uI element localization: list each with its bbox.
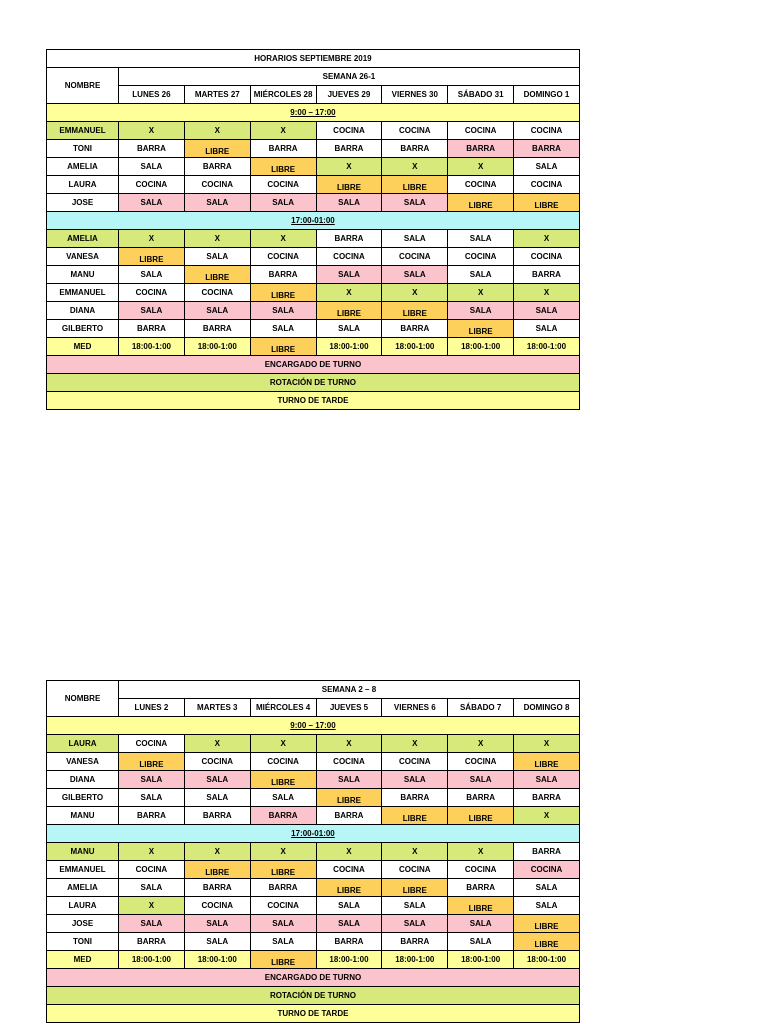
shift-cell: 18:00-1:00 — [119, 338, 185, 356]
shift-cell: COCINA — [316, 122, 382, 140]
shift-cell: BARRA — [316, 140, 382, 158]
shift-cell: X — [316, 284, 382, 302]
day-header: VIERNES 6 — [382, 699, 448, 717]
shift-cell: X — [316, 158, 382, 176]
employee-name: GILBERTO — [47, 320, 119, 338]
shift-cell: LIBRE — [514, 915, 580, 933]
shift-cell: COCINA — [316, 861, 382, 879]
shift-cell: X — [514, 284, 580, 302]
shift-cell: X — [448, 735, 514, 753]
morning-shift-header-row — [47, 717, 580, 735]
employee-name: DIANA — [47, 302, 119, 320]
shift-cell: BARRA — [119, 807, 185, 825]
shift-cell: SALA — [184, 933, 250, 951]
shift-cell: 18:00-1:00 — [448, 338, 514, 356]
shift-cell: X — [514, 735, 580, 753]
shift-cell: X — [119, 897, 185, 915]
shift-cell: SALA — [514, 897, 580, 915]
shift-cell: X — [119, 230, 185, 248]
shift-cell: X — [250, 230, 316, 248]
shift-cell: COCINA — [448, 248, 514, 266]
shift-cell: SALA — [316, 915, 382, 933]
employee-row — [47, 933, 580, 951]
legend-item: ENCARGADO DE TURNO — [47, 969, 580, 987]
legend-row — [47, 987, 580, 1005]
employee-row — [47, 735, 580, 753]
shift-cell: COCINA — [382, 861, 448, 879]
shift-cell: BARRA — [448, 879, 514, 897]
schedule-table — [46, 680, 580, 1023]
employee-row — [47, 807, 580, 825]
shift-cell: SALA — [448, 230, 514, 248]
shift-cell: BARRA — [184, 158, 250, 176]
shift-cell: X — [316, 843, 382, 861]
day-header: MARTES 27 — [184, 86, 250, 104]
shift-cell: COCINA — [250, 753, 316, 771]
employee-name: JOSE — [47, 915, 119, 933]
shift-cell: LIBRE — [514, 933, 580, 951]
shift-cell: X — [382, 284, 448, 302]
employee-row — [47, 302, 580, 320]
employee-name: EMMANUEL — [47, 284, 119, 302]
shift-cell: SALA — [119, 158, 185, 176]
employee-row — [47, 230, 580, 248]
shift-cell: LIBRE — [448, 897, 514, 915]
shift-cell: COCINA — [184, 176, 250, 194]
shift-cell: BARRA — [184, 807, 250, 825]
shift-cell: SALA — [184, 771, 250, 789]
shift-cell: SALA — [119, 266, 185, 284]
day-header: VIERNES 30 — [382, 86, 448, 104]
shift-cell: SALA — [382, 771, 448, 789]
shift-cell: BARRA — [184, 879, 250, 897]
employee-row — [47, 140, 580, 158]
shift-cell: SALA — [382, 230, 448, 248]
shift-cell: COCINA — [514, 861, 580, 879]
shift-cell: SALA — [250, 933, 316, 951]
employee-name: LAURA — [47, 735, 119, 753]
shift-cell: X — [184, 122, 250, 140]
shift-cell: BARRA — [382, 933, 448, 951]
shift-cell: SALA — [119, 302, 185, 320]
shift-cell: LIBRE — [382, 176, 448, 194]
shift-cell: BARRA — [250, 266, 316, 284]
shift-cell: BARRA — [382, 140, 448, 158]
shift-cell: SALA — [250, 302, 316, 320]
employee-name: LAURA — [47, 176, 119, 194]
shift-cell: LIBRE — [448, 807, 514, 825]
shift-cell: LIBRE — [316, 302, 382, 320]
morning-shift-header: 9:00 – 17:00 — [47, 104, 580, 122]
shift-cell: COCINA — [119, 284, 185, 302]
shift-cell: SALA — [184, 789, 250, 807]
shift-cell: SALA — [250, 915, 316, 933]
shift-cell: SALA — [382, 266, 448, 284]
employee-name: MED — [47, 951, 119, 969]
shift-cell: COCINA — [250, 176, 316, 194]
evening-shift-header: 17:00-01:00 — [47, 212, 580, 230]
legend-item: ENCARGADO DE TURNO — [47, 356, 580, 374]
employee-row — [47, 771, 580, 789]
week-header-row — [47, 68, 580, 86]
shift-cell: LIBRE — [250, 338, 316, 356]
shift-cell: SALA — [250, 320, 316, 338]
shift-cell: 18:00-1:00 — [119, 951, 185, 969]
shift-cell: LIBRE — [250, 861, 316, 879]
shift-cell: BARRA — [250, 140, 316, 158]
evening-shift-header-row — [47, 825, 580, 843]
shift-cell: X — [184, 735, 250, 753]
employee-row — [47, 248, 580, 266]
employee-name: VANESA — [47, 248, 119, 266]
shift-cell: SALA — [184, 915, 250, 933]
shift-cell: COCINA — [448, 176, 514, 194]
employee-row — [47, 789, 580, 807]
day-header: MIÉRCOLES 4 — [250, 699, 316, 717]
shift-cell: LIBRE — [184, 140, 250, 158]
shift-cell: COCINA — [448, 861, 514, 879]
employee-row — [47, 284, 580, 302]
shift-cell: SALA — [316, 897, 382, 915]
page-title: HORARIOS SEPTIEMBRE 2019 — [47, 50, 580, 68]
shift-cell: LIBRE — [250, 284, 316, 302]
shift-cell: LIBRE — [382, 302, 448, 320]
shift-cell: BARRA — [514, 266, 580, 284]
shift-cell: SALA — [448, 771, 514, 789]
shift-cell: BARRA — [316, 807, 382, 825]
day-header: SÁBADO 31 — [448, 86, 514, 104]
employee-row — [47, 915, 580, 933]
shift-cell: SALA — [316, 194, 382, 212]
shift-cell: COCINA — [316, 753, 382, 771]
shift-cell: COCINA — [514, 122, 580, 140]
employee-row — [47, 266, 580, 284]
shift-cell: 18:00-1:00 — [382, 951, 448, 969]
shift-cell: SALA — [382, 897, 448, 915]
employee-name: AMELIA — [47, 158, 119, 176]
shift-cell: X — [448, 284, 514, 302]
shift-cell: SALA — [119, 879, 185, 897]
shift-cell: BARRA — [316, 230, 382, 248]
shift-cell: X — [184, 843, 250, 861]
shift-cell: COCINA — [184, 753, 250, 771]
employee-name: EMMANUEL — [47, 861, 119, 879]
shift-cell: SALA — [514, 158, 580, 176]
employee-row — [47, 861, 580, 879]
shift-cell: BARRA — [448, 140, 514, 158]
shift-cell: LIBRE — [448, 320, 514, 338]
shift-cell: LIBRE — [250, 951, 316, 969]
shift-cell: COCINA — [514, 176, 580, 194]
shift-cell: X — [250, 122, 316, 140]
shift-cell: SALA — [382, 194, 448, 212]
shift-cell: SALA — [119, 194, 185, 212]
shift-cell: SALA — [448, 915, 514, 933]
shift-cell: X — [316, 735, 382, 753]
schedule-week-2 — [46, 680, 579, 1023]
shift-cell: LIBRE — [316, 176, 382, 194]
shift-cell: 18:00-1:00 — [316, 951, 382, 969]
shift-cell: SALA — [119, 771, 185, 789]
shift-cell: SALA — [184, 248, 250, 266]
evening-shift-header: 17:00-01:00 — [47, 825, 580, 843]
employee-row — [47, 176, 580, 194]
shift-cell: SALA — [184, 302, 250, 320]
shift-cell: X — [382, 843, 448, 861]
shift-cell: X — [119, 843, 185, 861]
shift-cell: COCINA — [119, 861, 185, 879]
employee-name: JOSE — [47, 194, 119, 212]
shift-cell: 18:00-1:00 — [184, 338, 250, 356]
shift-cell: X — [250, 735, 316, 753]
legend-row — [47, 356, 580, 374]
schedule-table — [46, 49, 580, 410]
shift-cell: COCINA — [119, 176, 185, 194]
shift-cell: BARRA — [382, 320, 448, 338]
shift-cell: LIBRE — [184, 266, 250, 284]
shift-cell: LIBRE — [184, 861, 250, 879]
shift-cell: SALA — [316, 266, 382, 284]
shift-cell: COCINA — [119, 735, 185, 753]
shift-cell: COCINA — [316, 248, 382, 266]
shift-cell: BARRA — [316, 933, 382, 951]
shift-cell: SALA — [119, 915, 185, 933]
shift-cell: COCINA — [382, 753, 448, 771]
day-header: JUEVES 29 — [316, 86, 382, 104]
shift-cell: COCINA — [250, 248, 316, 266]
schedule-week-1 — [46, 49, 579, 410]
day-header: LUNES 2 — [119, 699, 185, 717]
shift-cell: LIBRE — [316, 789, 382, 807]
nombre-header: NOMBRE — [47, 68, 119, 104]
week-label: SEMANA 26-1 — [119, 68, 580, 86]
day-header: DOMINGO 1 — [514, 86, 580, 104]
shift-cell: LIBRE — [119, 248, 185, 266]
shift-cell: LIBRE — [316, 879, 382, 897]
employee-row — [47, 320, 580, 338]
employee-row — [47, 843, 580, 861]
employee-name: EMMANUEL — [47, 122, 119, 140]
legend-item: TURNO DE TARDE — [47, 1005, 580, 1023]
nombre-header: NOMBRE — [47, 681, 119, 717]
shift-cell: X — [514, 230, 580, 248]
week-header-row — [47, 681, 580, 699]
day-header: LUNES 26 — [119, 86, 185, 104]
shift-cell: BARRA — [119, 933, 185, 951]
shift-cell: SALA — [448, 302, 514, 320]
shift-cell: SALA — [514, 771, 580, 789]
title-row — [47, 50, 580, 68]
employee-name: MED — [47, 338, 119, 356]
employee-row — [47, 338, 580, 356]
shift-cell: SALA — [448, 266, 514, 284]
legend-row — [47, 374, 580, 392]
shift-cell: BARRA — [119, 140, 185, 158]
employee-name: MANU — [47, 843, 119, 861]
employee-row — [47, 158, 580, 176]
shift-cell: SALA — [316, 771, 382, 789]
days-row — [47, 86, 580, 104]
shift-cell: X — [448, 843, 514, 861]
days-row — [47, 699, 580, 717]
employee-name: AMELIA — [47, 879, 119, 897]
shift-cell: SALA — [514, 302, 580, 320]
shift-cell: LIBRE — [514, 194, 580, 212]
employee-name: MANU — [47, 266, 119, 284]
shift-cell: COCINA — [382, 122, 448, 140]
shift-cell: LIBRE — [382, 879, 448, 897]
shift-cell: LIBRE — [119, 753, 185, 771]
shift-cell: X — [448, 158, 514, 176]
shift-cell: SALA — [184, 194, 250, 212]
shift-cell: SALA — [250, 789, 316, 807]
shift-cell: X — [119, 122, 185, 140]
day-header: JUEVES 5 — [316, 699, 382, 717]
employee-name: MANU — [47, 807, 119, 825]
shift-cell: X — [184, 230, 250, 248]
day-header: SÁBADO 7 — [448, 699, 514, 717]
shift-cell: BARRA — [514, 140, 580, 158]
shift-cell: LIBRE — [250, 158, 316, 176]
shift-cell: COCINA — [184, 284, 250, 302]
shift-cell: SALA — [250, 194, 316, 212]
legend-item: ROTACIÓN DE TURNO — [47, 987, 580, 1005]
shift-cell: BARRA — [382, 789, 448, 807]
morning-shift-header: 9:00 – 17:00 — [47, 717, 580, 735]
shift-cell: COCINA — [448, 122, 514, 140]
shift-cell: BARRA — [119, 320, 185, 338]
shift-cell: 18:00-1:00 — [382, 338, 448, 356]
legend-row — [47, 392, 580, 410]
shift-cell: 18:00-1:00 — [514, 951, 580, 969]
shift-cell: LIBRE — [250, 771, 316, 789]
legend-row — [47, 969, 580, 987]
shift-cell: SALA — [514, 320, 580, 338]
shift-cell: 18:00-1:00 — [316, 338, 382, 356]
legend-item: ROTACIÓN DE TURNO — [47, 374, 580, 392]
day-header: MIÉRCOLES 28 — [250, 86, 316, 104]
shift-cell: SALA — [514, 879, 580, 897]
evening-shift-header-row — [47, 212, 580, 230]
employee-name: GILBERTO — [47, 789, 119, 807]
shift-cell: X — [250, 843, 316, 861]
shift-cell: COCINA — [514, 248, 580, 266]
shift-cell: BARRA — [184, 320, 250, 338]
shift-cell: SALA — [119, 789, 185, 807]
shift-cell: 18:00-1:00 — [514, 338, 580, 356]
shift-cell: LIBRE — [514, 753, 580, 771]
shift-cell: LIBRE — [382, 807, 448, 825]
shift-cell: 18:00-1:00 — [184, 951, 250, 969]
employee-row — [47, 879, 580, 897]
legend-row — [47, 1005, 580, 1023]
employee-name: LAURA — [47, 897, 119, 915]
day-header: MARTES 3 — [184, 699, 250, 717]
shift-cell: BARRA — [250, 879, 316, 897]
day-header: DOMINGO 8 — [514, 699, 580, 717]
employee-row — [47, 194, 580, 212]
shift-cell: LIBRE — [448, 194, 514, 212]
employee-name: TONI — [47, 140, 119, 158]
shift-cell: BARRA — [514, 843, 580, 861]
morning-shift-header-row — [47, 104, 580, 122]
shift-cell: COCINA — [448, 753, 514, 771]
employee-name: DIANA — [47, 771, 119, 789]
shift-cell: X — [382, 158, 448, 176]
shift-cell: BARRA — [448, 789, 514, 807]
employee-name: VANESA — [47, 753, 119, 771]
employee-row — [47, 951, 580, 969]
shift-cell: SALA — [448, 933, 514, 951]
week-label: SEMANA 2 – 8 — [119, 681, 580, 699]
employee-name: AMELIA — [47, 230, 119, 248]
shift-cell: COCINA — [184, 897, 250, 915]
shift-cell: COCINA — [250, 897, 316, 915]
shift-cell: X — [514, 807, 580, 825]
shift-cell: BARRA — [250, 807, 316, 825]
shift-cell: SALA — [382, 915, 448, 933]
shift-cell: BARRA — [514, 789, 580, 807]
shift-cell: X — [382, 735, 448, 753]
employee-row — [47, 122, 580, 140]
shift-cell: SALA — [316, 320, 382, 338]
legend-item: TURNO DE TARDE — [47, 392, 580, 410]
employee-row — [47, 753, 580, 771]
shift-cell: 18:00-1:00 — [448, 951, 514, 969]
employee-row — [47, 897, 580, 915]
employee-name: TONI — [47, 933, 119, 951]
shift-cell: COCINA — [382, 248, 448, 266]
